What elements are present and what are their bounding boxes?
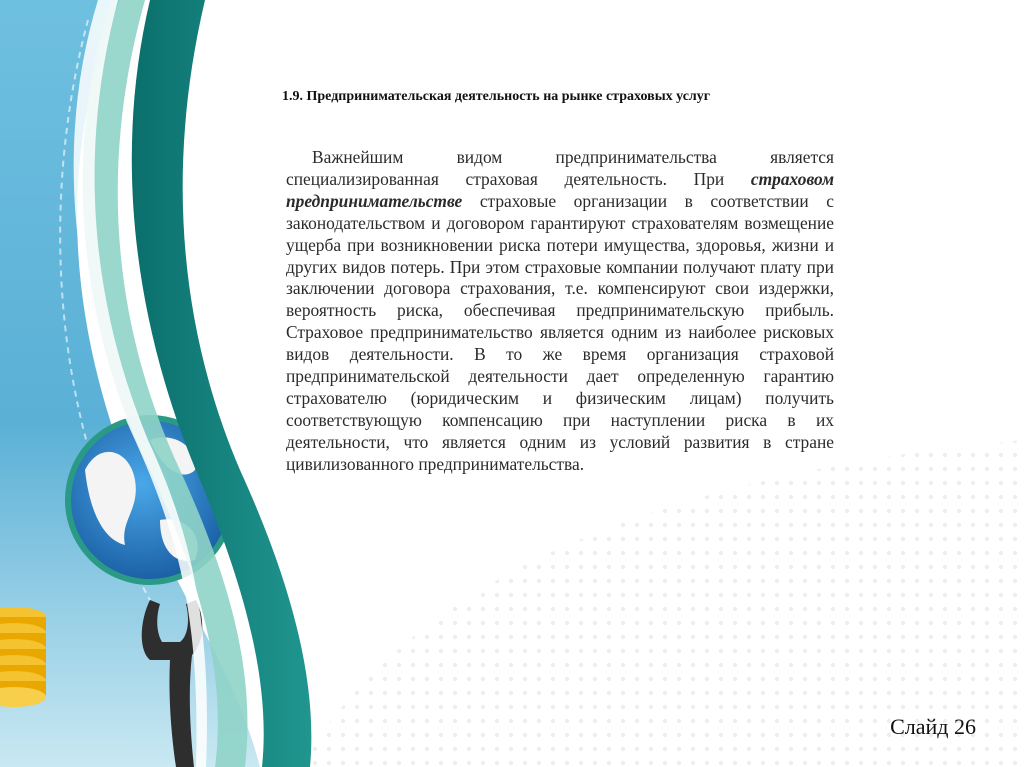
paragraph-part-1: Важнейшим видом предпринимательства является специализированная страховая деятельность. При <box>286 147 834 189</box>
slide-heading: 1.9. Предпринимательская деятельность на рынке страховых услуг <box>282 89 711 104</box>
paragraph-emphasis: страховом предпринимательстве <box>286 168 834 211</box>
body-paragraph <box>286 147 834 476</box>
paragraph-part-2: страховые организации в соответствии с законодательством и договором гарантируют страхователям возмещение ущерба при возникновении риска потери имущества, здоровья, жизни и других видов потерь. При этом страховые компании получают плату при заключении договора страхования, т.е. компенсируют свои издержки, вероятность риска, обеспечивая предпринимательскую прибыль. Страховое предпринимательство является одним из наиболее рисковых видов деятельности. В то же время организация страховой предпринимательской деятельности дает определенную гарантию страхователю (юридическим и физическим лицам) получить соответствующую компенсацию при наступлении риска в их деятельности, что является одним из условий развития в стране цивилизованного предпринимательства. <box>286 190 834 474</box>
slide-number: Слайд 26 <box>890 714 976 739</box>
coin-stack-icon <box>0 607 46 707</box>
